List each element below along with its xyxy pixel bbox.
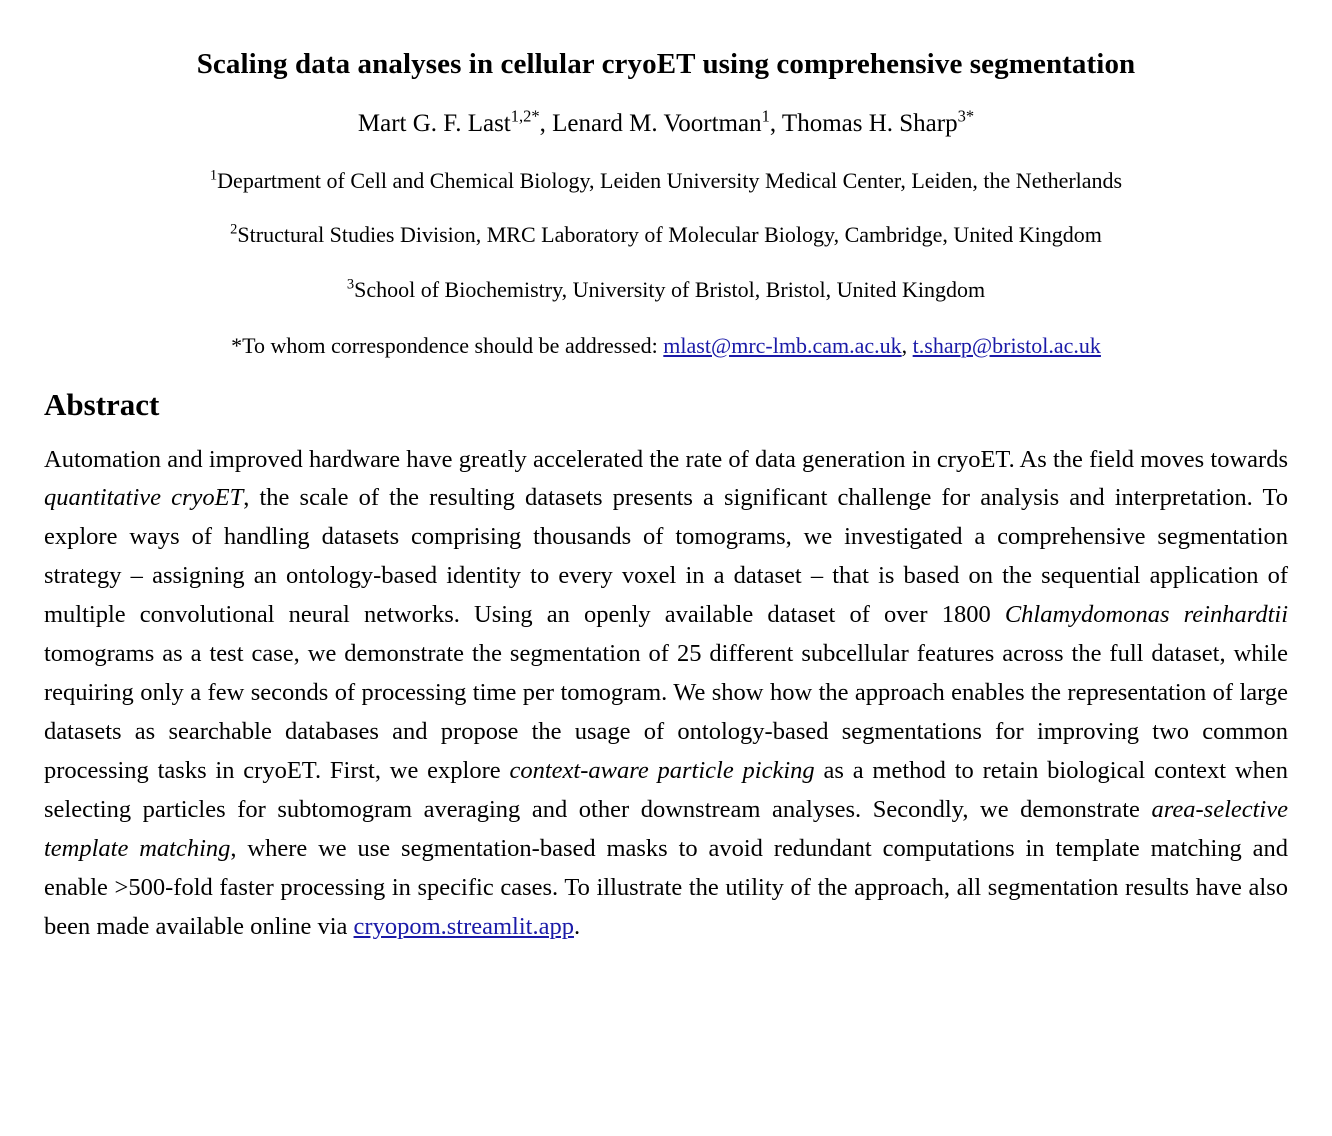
correspondence-email-link-2[interactable]: t.sharp@bristol.ac.uk <box>912 332 1101 358</box>
affiliation-marker-2: 2 <box>230 222 238 239</box>
correspondence-separator: , <box>901 332 913 358</box>
correspondence-email-link-1[interactable]: mlast@mrc-lmb.cam.ac.uk <box>663 332 902 358</box>
abstract-paragraph <box>44 441 1288 947</box>
affiliation-text-2: Structural Studies Division, MRC Laboratory of Molecular Biology, Cambridge, United Kingdom <box>237 222 1102 248</box>
abstract-text-6: . <box>573 912 581 940</box>
correspondence-prefix: *To whom correspondence should be addressed: <box>231 332 664 358</box>
abstract-emphasis-2: Chlamydomonas reinhardtii <box>1004 601 1289 629</box>
page-title: Scaling data analyses in cellular cryoET using comprehensive segmentation <box>196 48 1136 80</box>
author-name-1: Mart G. F. Last <box>357 110 511 138</box>
affiliation-3 <box>44 276 1288 305</box>
abstract-text-3: tomograms as a test case, we demonstrate the segmentation of 25 different subcellular features across the full dataset, while requiring only a few seconds of processing time per tomogram. We show how the approach enables the representation of large datasets as searchable databases and propose the usage of ontology-based segmentations for improving two common processing tasks in cryoET. First, we explore <box>44 640 1288 785</box>
affiliation-marker-1: 1 <box>209 167 218 184</box>
author-list <box>44 108 1288 141</box>
abstract-heading: Abstract <box>44 386 160 422</box>
author-affil-marker-3: 3* <box>957 106 975 126</box>
abstract-text-1: Automation and improved hardware have greatly accelerated the rate of data generation in cryoET. As the field moves towards <box>44 445 1288 473</box>
abstract-emphasis-4: area-selective template matching <box>44 796 1288 863</box>
abstract-emphasis-3: context-aware particle picking <box>509 757 815 785</box>
affiliation-1 <box>44 167 1288 196</box>
abstract-text-2: , the scale of the resulting datasets presents a significant challenge for analysis and interpretation. To explore ways of handling datasets comprising thousands of tomograms, we investigated a comprehensive segmentation strategy – assigning an ontology-based identity to every voxel in a dataset – that is based on the sequential application of multiple convolutional neural networks. Using an openly available dataset of over 1800 <box>44 484 1288 629</box>
affiliation-text-3: School of Biochemistry, University of Bristol, Bristol, United Kingdom <box>354 276 986 302</box>
abstract-web-link[interactable]: cryopom.streamlit.app <box>353 912 574 940</box>
author-separator-1: , <box>539 110 553 138</box>
abstract-text-4: as a method to retain biological context when selecting particles for subtomogram averaging and other downstream analyses. Secondly, we demonstrate <box>44 757 1288 824</box>
author-separator-2: , <box>769 110 782 138</box>
author-affil-marker-2: 1 <box>761 106 770 126</box>
author-name-2: Lenard M. Voortman <box>552 110 762 138</box>
author-name-3: Thomas H. Sharp <box>781 110 958 138</box>
author-affil-marker-1: 1,2* <box>510 106 540 126</box>
affiliation-text-1: Department of Cell and Chemical Biology, Leiden University Medical Center, Leiden, the Netherlands <box>217 167 1123 193</box>
abstract-emphasis-1: quantitative cryoET <box>44 484 244 512</box>
correspondence-line <box>44 333 1288 359</box>
abstract-text-5: , where we use segmentation-based masks to avoid redundant computations in template matching and enable >500-fold faster processing in specific cases. To illustrate the utility of the approach, all segmentation results have also been made available online via <box>44 835 1288 940</box>
affiliation-marker-3: 3 <box>346 276 355 293</box>
affiliation-2 <box>44 221 1288 250</box>
